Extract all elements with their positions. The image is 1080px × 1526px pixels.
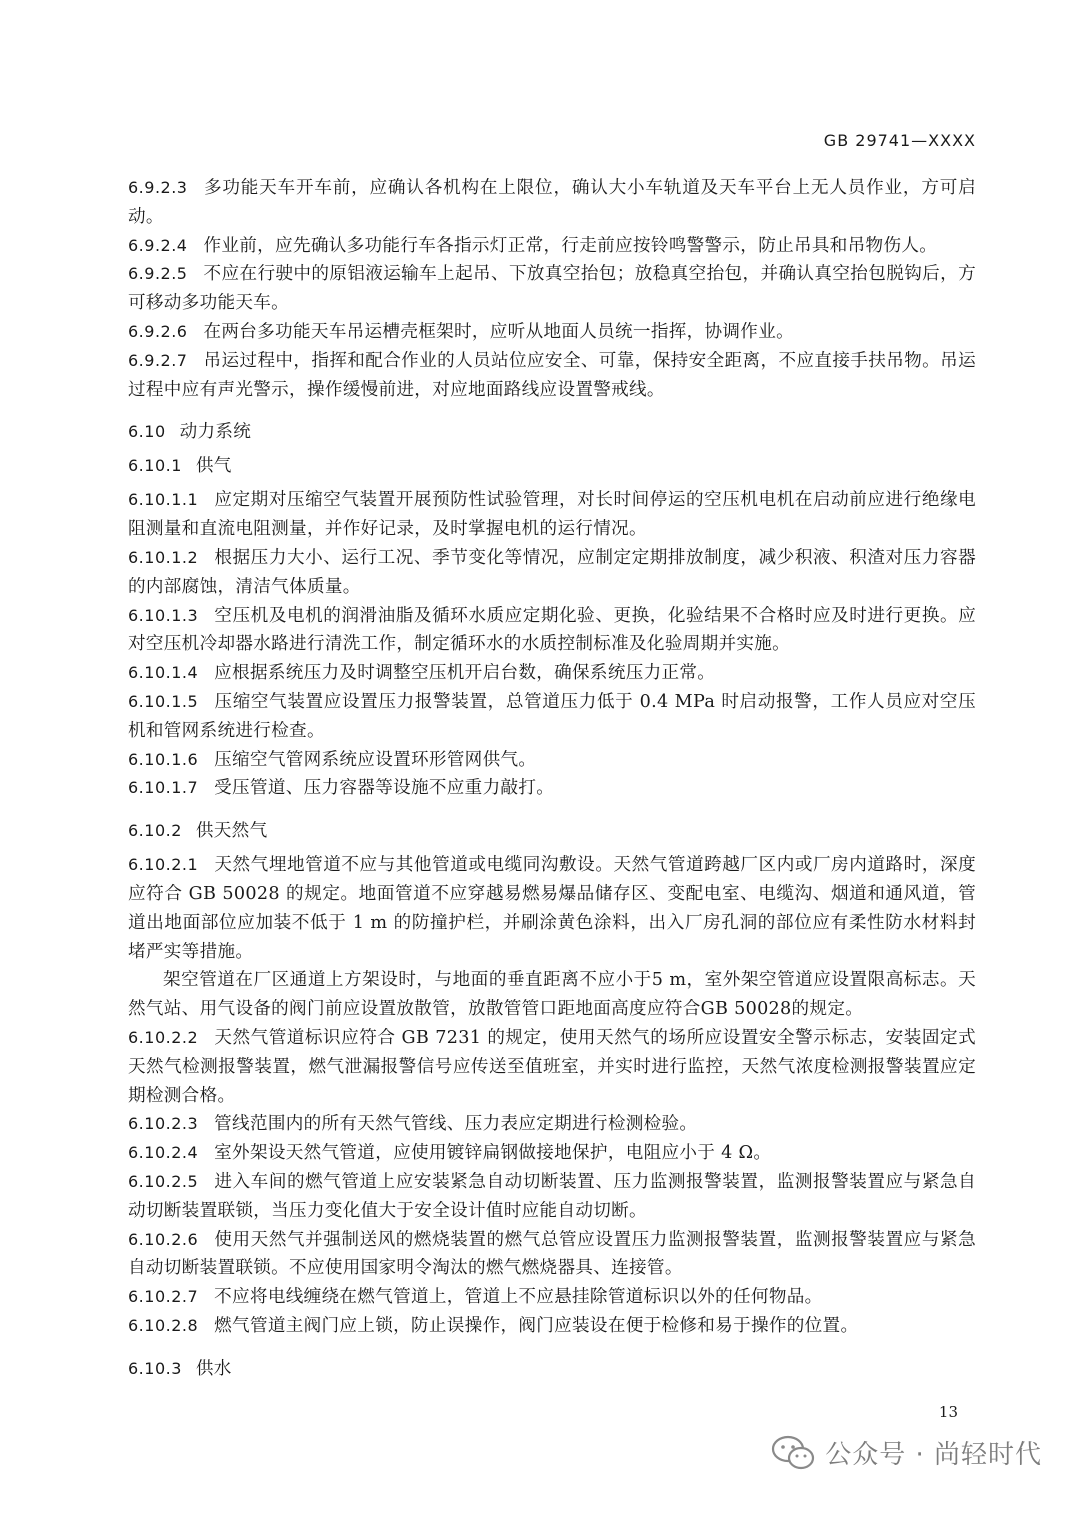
clause-paragraph xyxy=(128,774,976,803)
clause-text: 天然气埋地管道不应与其他管道或电缆同沟敷设。天然气管道跨越厂区内或厂房内道路时，深度应符合 GB 50028 的规定。地面管道不应穿越易燃易爆品储存区、变配电室、电缆沟、烟道和通风道，管道出地面部位应加装不低于 1 m 的防撞护栏，并刷涂黄色涂料，出入厂房孔洞的部位应有柔性防水材料封堵严实等措施。 xyxy=(128,855,976,962)
clause-number: 6.10.1.5 xyxy=(128,691,199,711)
clause-text: 使用天然气并强制送风的燃烧装置的燃气总管应设置压力监测报警装置，监测报警装置应与紧急自动切断装置联锁。不应使用国家明令淘汰的燃气燃烧器具、连接管。 xyxy=(128,1229,976,1279)
page-number: 13 xyxy=(938,1403,958,1421)
clause-number: 6.10.2 xyxy=(128,821,182,841)
clause-paragraph xyxy=(128,1024,976,1110)
clause-text: 多功能天车开车前，应确认各机构在上限位，确认大小车轨道及天车平台上无人员作业，方可启动。 xyxy=(128,178,976,227)
clause-number: 6.9.2.6 xyxy=(128,321,188,341)
clause-paragraph xyxy=(128,1139,976,1168)
clause-text: 天然气管道标识应符合 GB 7231 的规定，使用天然气的场所应设置安全警示标志，安装固定式天然气检测报警装置，燃气泄漏报警信号应传送至值班室，并实时进行监控，天然气浓度检测报警装置应定期检测合格。 xyxy=(128,1027,976,1106)
wechat-icon xyxy=(771,1435,815,1471)
clause-number: 6.10.1.6 xyxy=(128,749,199,769)
clause-number: 6.9.2.5 xyxy=(128,264,188,284)
clause-paragraph xyxy=(128,260,976,318)
clause-text: 供气 xyxy=(195,456,232,477)
clause-paragraph xyxy=(128,174,976,232)
clause-text: 应根据系统压力及时调整空压机开启台数，确保系统压力正常。 xyxy=(214,663,716,684)
clause-number: 6.10.2.8 xyxy=(128,1315,199,1335)
clause-text: 进入车间的燃气管道上应安装紧急自动切断装置、压力监测报警装置，监测报警装置应与紧急自动切断装置联锁，当压力变化值大于安全设计值时应能自动切断。 xyxy=(128,1171,976,1221)
watermark-text: 公众号 · 尚轻时代 xyxy=(825,1440,1042,1470)
clause-paragraph xyxy=(128,1110,976,1139)
clause-text: 在两台多功能天车吊运槽壳框架时，应听从地面人员统一指挥，协调作业。 xyxy=(203,321,794,342)
section-heading xyxy=(128,817,976,845)
clause-number: 6.9.2.7 xyxy=(128,350,188,370)
clause-paragraph xyxy=(128,347,976,405)
clause-number: 6.10.1.7 xyxy=(128,778,199,798)
clause-number: 6.9.2.4 xyxy=(128,235,188,255)
clause-paragraph xyxy=(128,544,976,602)
clause-text: 应定期对压缩空气装置开展预防性试验管理，对长时间停运的空压机电机在启动前应进行绝缘电阻测量和直流电阻测量，并作好记录，及时掌握电机的运行情况。 xyxy=(128,490,976,540)
document-body xyxy=(128,174,976,1389)
clause-paragraph xyxy=(128,851,976,966)
clause-text: 供水 xyxy=(195,1358,232,1379)
standard-code: GB 29741—XXXX xyxy=(823,131,976,150)
clause-paragraph xyxy=(128,688,976,746)
clause-text: 室外架设天然气管道，应使用镀锌扁钢做接地保护，电阻应小于 4 Ω。 xyxy=(214,1143,772,1164)
clause-paragraph xyxy=(128,1226,976,1284)
clause-text: 管线范围内的所有天然气管线、压力表应定期进行检测检验。 xyxy=(214,1114,698,1135)
indented-paragraph xyxy=(128,966,976,1024)
clause-paragraph xyxy=(128,1283,976,1312)
clause-number: 6.10.2.5 xyxy=(128,1171,199,1191)
clause-paragraph xyxy=(128,746,976,775)
watermark xyxy=(771,1434,1042,1471)
clause-text: 根据压力大小、运行工况、季节变化等情况，应制定定期排放制度，减少积液、积渣对压力容器的内部腐蚀，清洁气体质量。 xyxy=(128,547,976,597)
clause-number: 6.10 xyxy=(128,422,166,442)
clause-text: 受压管道、压力容器等设施不应重力敲打。 xyxy=(214,778,555,799)
clause-number: 6.10.2.4 xyxy=(128,1143,199,1163)
clause-text: 架空管道在厂区通道上方架设时，与地面的垂直距离不应小于5 m，室外架空管道应设置限高标志。天然气站、用气设备的阀门前应设置放散管，放散管管口距地面高度应符合GB 50028的规定。 xyxy=(128,970,976,1020)
section-heading xyxy=(128,418,976,446)
clause-paragraph xyxy=(128,1312,976,1341)
clause-paragraph xyxy=(128,318,976,347)
clause-number: 6.10.2.1 xyxy=(128,855,199,875)
clause-text: 动力系统 xyxy=(179,422,252,443)
clause-text: 供天然气 xyxy=(195,821,268,842)
section-heading xyxy=(128,452,976,480)
clause-number: 6.10.2.2 xyxy=(128,1027,199,1047)
clause-paragraph xyxy=(128,232,976,261)
clause-number: 6.10.1.3 xyxy=(128,605,199,625)
clause-number: 6.9.2.3 xyxy=(128,178,188,197)
clause-number: 6.10.3 xyxy=(128,1358,182,1378)
clause-text: 空压机及电机的润滑油脂及循环水质应定期化验、更换，化验结果不合格时应及时进行更换。应对空压机冷却器水路进行清洗工作，制定循环水的水质控制标准及化验周期并实施。 xyxy=(128,605,976,655)
clause-text: 不应在行驶中的原铝液运输车上起吊、下放真空抬包；放稳真空抬包，并确认真空抬包脱钩后，方可移动多功能天车。 xyxy=(128,264,976,314)
clause-text: 燃气管道主阀门应上锁，防止误操作，阀门应装设在便于检修和易于操作的位置。 xyxy=(214,1315,859,1336)
clause-paragraph xyxy=(128,486,976,544)
clause-text: 不应将电线缠绕在燃气管道上，管道上不应悬挂除管道标识以外的任何物品。 xyxy=(214,1287,823,1308)
clause-paragraph xyxy=(128,659,976,688)
clause-number: 6.10.1.4 xyxy=(128,663,199,683)
clause-number: 6.10.1.2 xyxy=(128,547,199,567)
clause-text: 吊运过程中，指挥和配合作业的人员站位应安全、可靠，保持安全距离，不应直接手扶吊物。吊运过程中应有声光警示，操作缓慢前进，对应地面路线应设置警戒线。 xyxy=(128,350,976,400)
clause-text: 压缩空气装置应设置压力报警装置，总管道压力低于 0.4 MPa 时启动报警，工作人员应对空压机和管网系统进行检查。 xyxy=(128,691,976,741)
section-heading xyxy=(128,1355,976,1383)
clause-number: 6.10.1.1 xyxy=(128,490,199,510)
clause-number: 6.10.1 xyxy=(128,456,182,476)
clause-number: 6.10.2.6 xyxy=(128,1229,199,1249)
clause-paragraph xyxy=(128,1168,976,1226)
clause-text: 压缩空气管网系统应设置环形管网供气。 xyxy=(214,749,537,770)
clause-paragraph xyxy=(128,602,976,660)
clause-number: 6.10.2.7 xyxy=(128,1287,199,1307)
clause-number: 6.10.2.3 xyxy=(128,1114,199,1134)
clause-text: 作业前，应先确认多功能行车各指示灯正常，行走前应按铃鸣警警示，防止吊具和吊物伤人。 xyxy=(203,235,938,256)
